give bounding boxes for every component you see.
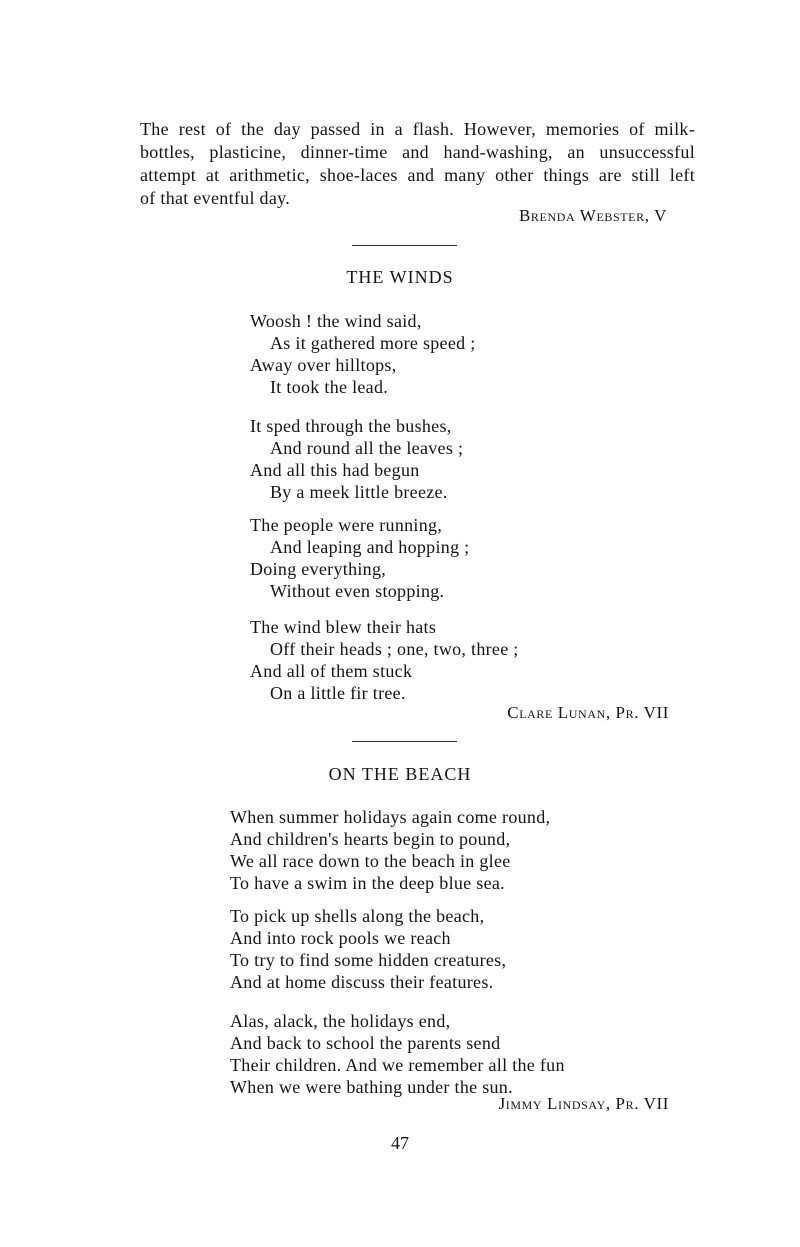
poem-line: And leaping and hopping ; — [270, 537, 470, 557]
poem-line: Without even stopping. — [270, 581, 445, 601]
poem-line: The people were running, — [250, 515, 443, 535]
poem-line: As it gathered more speed ; — [270, 333, 476, 353]
intro-line: of that eventful day. — [140, 188, 291, 208]
poem-beach — [230, 905, 506, 993]
poem-title-beach: ON THE BEACH — [328, 764, 472, 784]
poem-line: And at home discuss their features. — [230, 972, 494, 992]
intro-line: The rest of the day passed in a flash. However, memories of milk- — [140, 119, 695, 139]
poem-winds — [250, 616, 519, 704]
poem-winds — [250, 310, 476, 398]
section-divider — [352, 245, 457, 246]
poem-line: When summer holidays again come round, — [230, 807, 551, 827]
poem-line: And all this had begun — [250, 460, 420, 480]
poem-line: It sped through the bushes, — [250, 416, 452, 436]
poem-line: And into rock pools we reach — [230, 928, 451, 948]
poem-line: And all of them stuck — [250, 661, 413, 681]
section-divider — [352, 741, 457, 742]
poem-signature-winds: Clare Lunan, Pr. VII — [507, 703, 669, 722]
intro-signature: Brenda Webster, V — [518, 206, 667, 225]
intro-line: attempt at arithmetic, shoe-laces and many other things are still left — [140, 165, 695, 185]
poem-line: And back to school the parents send — [230, 1033, 501, 1053]
poem-line: To have a swim in the deep blue sea. — [230, 873, 505, 893]
poem-title-winds: THE WINDS — [346, 267, 454, 287]
poem-line: We all race down to the beach in glee — [230, 851, 511, 871]
poem-line: Doing everything, — [250, 559, 387, 579]
intro-paragraph — [140, 118, 695, 210]
intro-line: bottles, plasticine, dinner-time and hand-washing, an unsuccessful — [140, 142, 695, 162]
page-number: 47 — [391, 1133, 409, 1153]
poem-beach — [230, 1010, 565, 1098]
poem-signature-beach: Jimmy Lindsay, Pr. VII — [498, 1094, 669, 1113]
poem-winds — [250, 415, 463, 503]
poem-line: And round all the leaves ; — [270, 438, 464, 458]
poem-line: When we were bathing under the sun. — [230, 1077, 513, 1097]
poem-line: Their children. And we remember all the fun — [230, 1055, 565, 1075]
poem-line: Alas, alack, the holidays end, — [230, 1011, 451, 1031]
poem-line: Off their heads ; one, two, three ; — [270, 639, 519, 659]
poem-line: The wind blew their hats — [250, 617, 437, 637]
poem-beach — [230, 806, 550, 894]
poem-line: Woosh ! the wind said, — [250, 311, 422, 331]
poem-line: Away over hilltops, — [250, 355, 397, 375]
poem-line: It took the lead. — [270, 377, 389, 397]
poem-winds — [250, 514, 469, 602]
poem-line: And children's hearts begin to pound, — [230, 829, 511, 849]
poem-line: To pick up shells along the beach, — [230, 906, 485, 926]
poem-line: On a little fir tree. — [270, 683, 406, 703]
poem-line: To try to find some hidden creatures, — [230, 950, 507, 970]
poem-line: By a meek little breeze. — [270, 482, 448, 502]
